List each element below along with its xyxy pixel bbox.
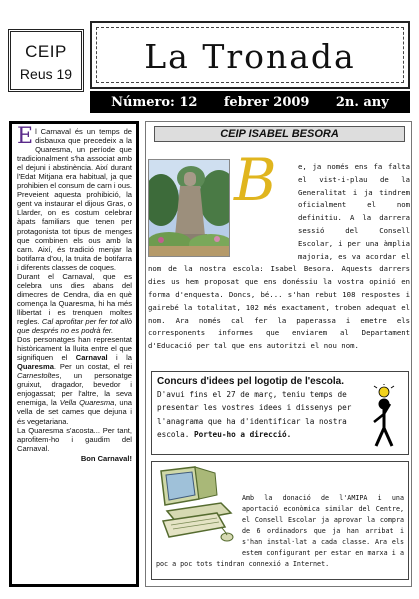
school-badge (8, 29, 84, 92)
dropcap: E (17, 124, 34, 149)
issue-number: Número: 12 (111, 94, 198, 110)
right-panel (145, 121, 412, 587)
carnival-paragraph-2: Preveient aquesta prohibició, la gent va instaurar el dijous Gras, o Llarder, on es costum celebrar àpats familiars que tenen per protagonista tot tipus de menges que combinen els ous amb la carn. Així, és tradició menjar la botifarra d'ou, la truita de botifarra i diferents classes de coques. (17, 190, 132, 272)
masthead (90, 21, 410, 89)
carnival-text-4c: . Per un costat, el rei (53, 362, 132, 372)
carnival-text-and: i la (107, 353, 132, 363)
statue-photo (148, 159, 230, 257)
besora-text: e, ja només ens fa falta el vist-i-plau de la Generalitat i ja tindrem oficialment el nom definitiu. A la darrera sessió del Consell Escolar, i per una àmplia majoria, es va acordar el nom de la nostra escola: Isabel Besora. Aquests darrers dies us hem proposat que ens donéssiu la vostra opinió en forma d'enquesta. Doncs, bé... s'han rebut 108 respostes i gairebé la totalitat, 102 més exactament, troben adequat el nom. Ara només cal fer la paperassa i emetre els corresponents informes que enviarem al Departament d'Educació per tal que ens autoritzi el nou nom. (148, 162, 410, 351)
carnival-paragraph-3 (17, 272, 132, 335)
carnival-text-3: Durant el Carnaval, que es celebra uns dies abans del dimecres de Cendra, dia en què comença la Quaresma, hi ha més llibertat i es trenquen moltes regles. (17, 271, 132, 326)
carnival-article (9, 121, 139, 587)
carnival-text-4a: Dos personatges han representat històricament la lluita entre el que signifiquen el (17, 335, 132, 363)
carnival-text-4e: , una vella de set cames que dejuna i és vegetariana. (17, 398, 132, 426)
big-dropcap: B (234, 146, 277, 214)
carnival-paragraph-1 (17, 124, 132, 191)
contest-body: D'avui fins el 27 de març, teniu temps de presentar les vostres idees i dissenys per l'anagrama que ha d'identificar la nostra escola. (157, 390, 352, 439)
school-name: CEIP (25, 42, 67, 61)
carnival-paragraph-4 (17, 335, 132, 425)
carnival-italic-vella: Vella Quaresma (59, 398, 115, 408)
section-title: CEIP ISABEL BESORA (154, 126, 405, 142)
computer-icon (155, 465, 237, 545)
carnival-italic-carnestoltes: Carnestoltes (17, 371, 60, 381)
carnival-text-1: l Carnaval és un temps de disbauxa que precedeix a la Quaresma, un període que tradicionalment s'ha associat amb el dejuni i abstinència. Així durant l'Edat Mitjana era habitual, ja que prohibien el consum de carn i ous. (17, 127, 132, 191)
newspaper-title: La Tronada (144, 37, 356, 76)
carnival-text-4d: , un personatge gruixut, dragador, bevedor i enjogassat; per l'altre, la seva enemiga, la (17, 371, 132, 408)
issue-date: febrer 2009 (223, 94, 310, 110)
issue-bar (90, 91, 410, 113)
logo-contest-box (151, 371, 409, 455)
issue-year: 2n. any (335, 94, 389, 110)
statue-photo-svg (149, 160, 230, 257)
school-town: Reus 19 (19, 66, 73, 82)
ampa-text: Amb la donació de l'AMIPA i una aportació econòmica similar del Centre, el Consell Escolar ja aprovar la compra de 6 ordinadors que ja han arribat i s'han instal·lat a cada classe. Ara els estem configurant per estar en marxa i a poc a poc tots tindran connexió a Internet. (156, 494, 404, 568)
carnival-bold-carnaval: Carnaval (75, 353, 108, 363)
carnival-quote: Cal aprofitar per fer tot allò que després no es podrà fer. (17, 316, 132, 336)
ampa-box (151, 461, 409, 580)
stick-figure-idea-icon (366, 384, 402, 450)
carnival-paragraph-5: La Quaresma s'acosta... Per tant, aprofitem-ho i gaudim del Carnaval. (17, 425, 132, 453)
contest-heading: Concurs d'idees pel logotip de l'escola. (157, 376, 345, 387)
contest-cta: Porteu-ho a direcció. (194, 429, 292, 439)
carnival-sign-off: Bon Carnaval! (80, 453, 132, 463)
carnival-bold-quaresma: Quaresma (17, 362, 54, 372)
